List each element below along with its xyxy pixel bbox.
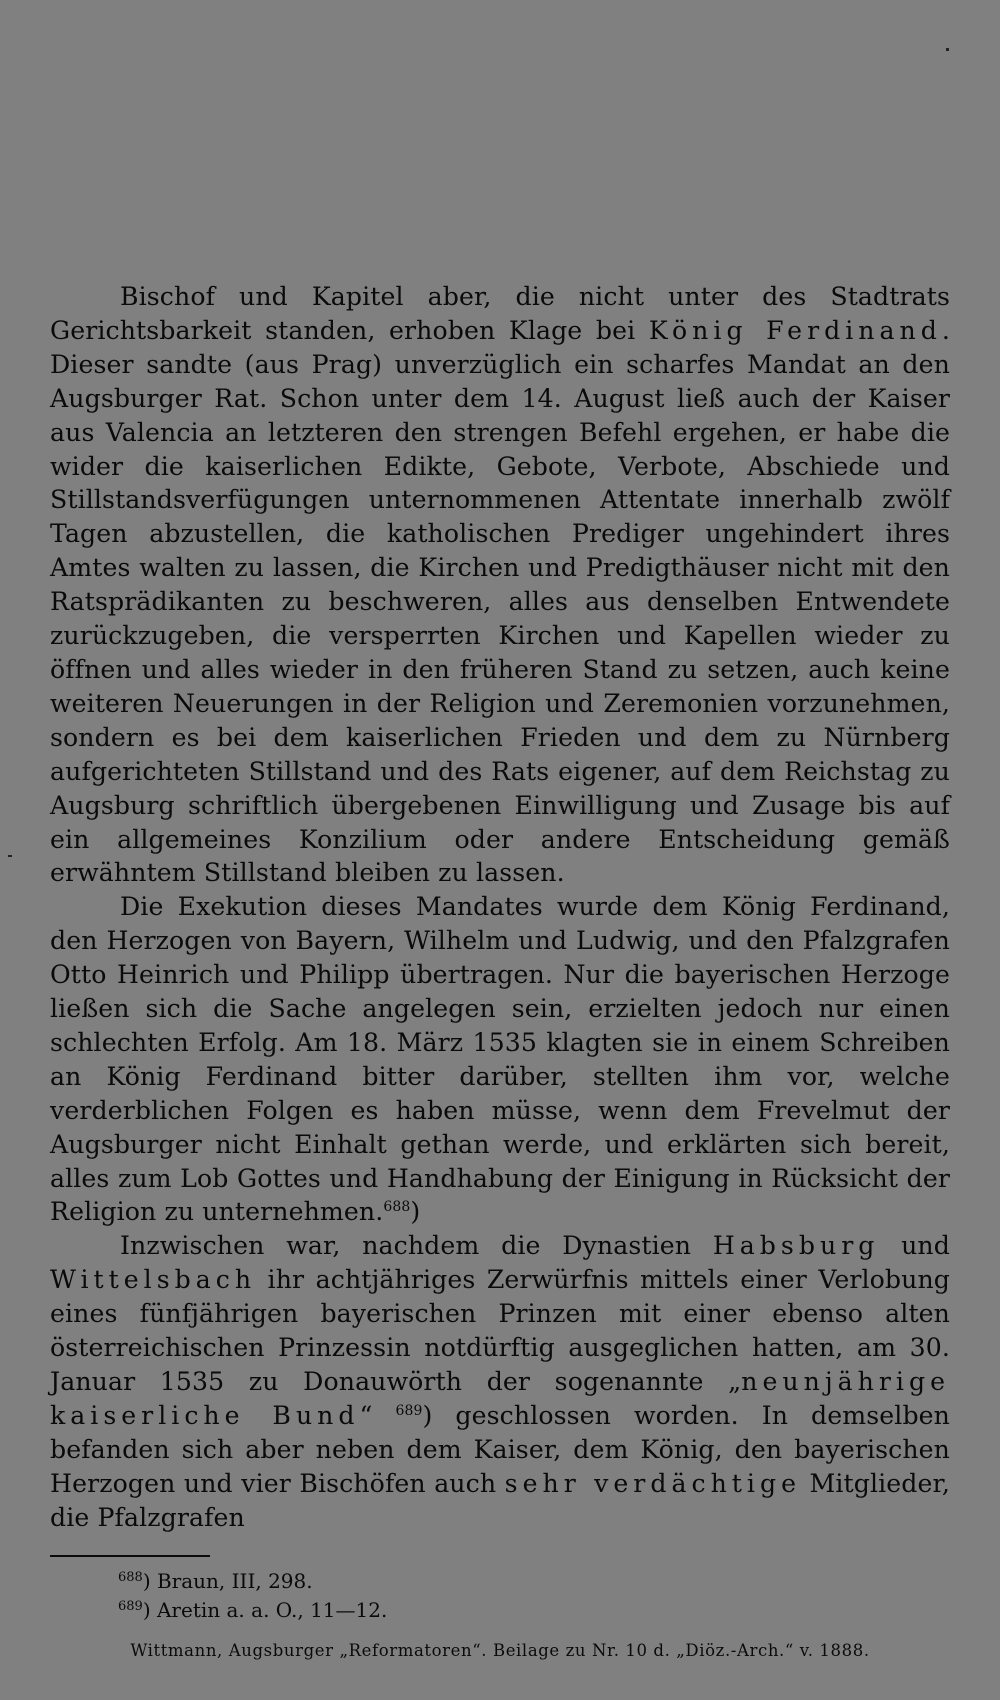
spaced-text-run: Habsburg	[712, 1231, 880, 1261]
paragraph-2	[50, 890, 950, 1229]
footnote-ref: 689	[395, 1402, 423, 1419]
text-run: ihr achtjähriges Zerwürfnis mittels einer Verlobung eines fünfjährigen bayerischen Prinzen mit einer ebenso alten österreichischen Prinzessin notdürftig ausgeglichen hatten, am 30. Januar 1535 zu Donauwörth der sogenannte „	[50, 1265, 950, 1396]
footnote-divider	[50, 1555, 210, 1557]
footnote-text: ) Braun, III, 298.	[142, 1568, 313, 1593]
text-run: Bischof und Kapitel aber, die nicht unter des Stadtrats Gerichtsbarkeit standen, erhoben Klage bei	[50, 282, 950, 345]
document-page	[50, 280, 950, 1663]
footnote-ref: 688	[383, 1199, 411, 1216]
spaced-text-run: König Ferdinand	[648, 315, 942, 345]
body-text	[50, 280, 950, 1535]
footnote-number: 689	[118, 1598, 143, 1614]
spaced-text-run: neunjährige kaiserliche Bund	[50, 1367, 950, 1430]
text-run: Inzwischen war, nachdem die Dynastien	[120, 1231, 713, 1261]
footnote-688	[118, 1567, 950, 1596]
footnote-number: 688	[118, 1569, 143, 1585]
text-run: ) geschlossen worden. In demselben befanden sich aber neben dem Kaiser, dem König, den bayerischen Herzogen und vier Bischöfen auch	[50, 1400, 950, 1498]
paragraph-3	[50, 1229, 950, 1534]
footnotes	[50, 1567, 950, 1625]
footnote-text: ) Aretin a. a. O., 11—12.	[142, 1597, 388, 1622]
text-run: Die Exekution dieses Mandates wurde dem König Ferdinand, den Herzogen von Bayern, Wilhelm und Ludwig, und den Pfalzgrafen Otto Heinrich und Philipp übertragen. Nur die bayerischen Herzoge ließen sich die Sache angelegen sein, erzielten jedoch nur einen schlechten Erfolg. Am 18. März 1535 klagten sie in einem Schreiben an König Ferdinand bitter darüber, stellten ihm vor, welche verderblichen Folgen es haben müsse, wenn dem Frevelmut der Augsburger nicht Einhalt gethan werde, und erklärten sich bereit, alles zum Lob Gottes und Handhabung der Einigung in Rücksicht der Religion zu unternehmen.	[50, 892, 950, 1227]
spaced-text-run: sehr verdächtige	[504, 1468, 801, 1498]
footnote-689	[118, 1596, 950, 1625]
paragraph-1	[50, 280, 950, 890]
scan-speck	[946, 48, 949, 51]
text-run: “	[359, 1400, 396, 1430]
text-run: )	[410, 1197, 421, 1227]
scan-speck	[8, 855, 12, 857]
spaced-text-run: Wittelsbach	[50, 1265, 257, 1295]
text-run: Mitglieder, die Pfalzgrafen	[50, 1468, 951, 1532]
text-run: und	[879, 1231, 950, 1261]
text-run: . Dieser sandte (aus Prag) unverzüglich ein scharfes Mandat an den Augsburger Rat. Schon unter dem 14. August ließ auch der Kaiser aus Valencia an letzteren den strengen Befehl ergehen, er habe die wider die kaiserlichen Edikte, Gebote, Verbote, Abschiede und Stillstandsverfügungen unternommenen Attentate innerhalb zwölf Tagen abzustellen, die katholischen Prediger ungehindert ihres Amtes walten zu lassen, die Kirchen und Predigthäuser nicht mit den Ratsprädikanten zu beschweren, alles aus denselben Entwendete zurückzugeben, die versperrten Kirchen und Kapellen wieder zu öffnen und alles wieder in den früheren Stand zu setzen, auch keine weiteren Neuerungen in der Religion und Zeremonien vorzunehmen, sondern es bei dem kaiserlichen Frieden und dem zu Nürnberg aufgerichteten Stillstand und des Rats eigener, auf dem Reichstag zu Augsburg schriftlich übergebenen Einwilligung und Zusage bis auf ein allgemeines Konzilium oder andere Entscheidung gemäß erwähntem Stillstand bleiben zu lassen.	[50, 315, 950, 888]
running-footer: Wittmann, Augsburger „Reformatoren“. Beilage zu Nr. 10 d. „Diöz.-Arch.“ v. 1888.	[130, 1640, 870, 1660]
